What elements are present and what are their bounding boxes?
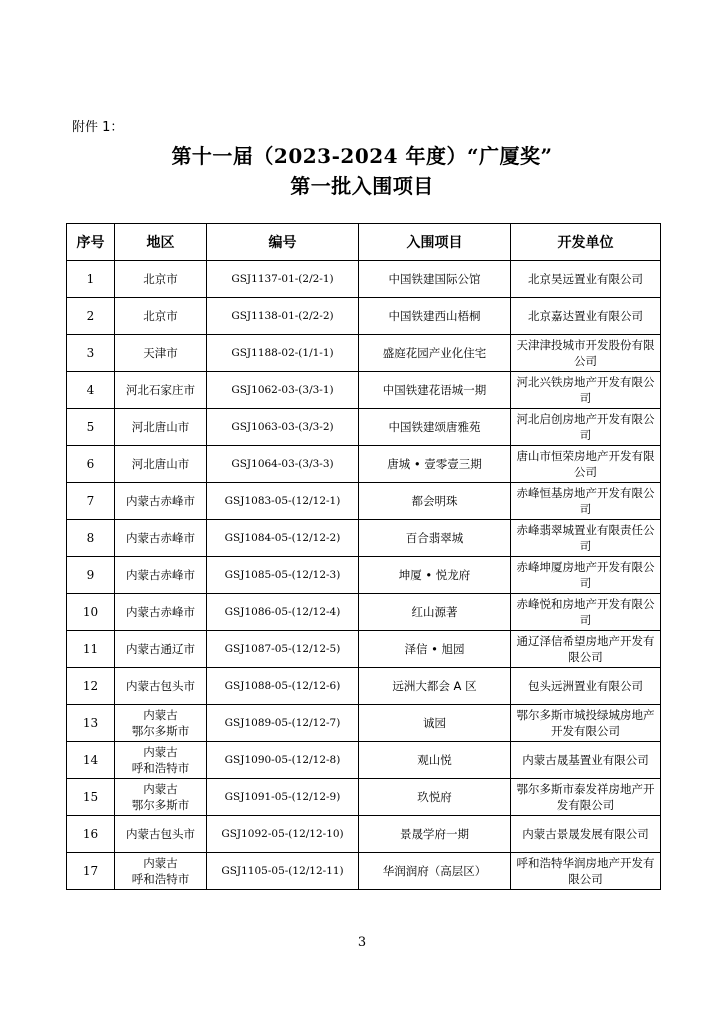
cell-index: 9: [67, 557, 115, 594]
cell-region: 北京市: [115, 261, 207, 298]
cell-developer: 内蒙古景晟发展有限公司: [511, 816, 661, 853]
cell-developer: 内蒙古晟基置业有限公司: [511, 742, 661, 779]
cell-region: 内蒙古赤峰市: [115, 594, 207, 631]
table-row: [67, 409, 661, 446]
cell-developer: 北京嘉达置业有限公司: [511, 298, 661, 335]
cell-code: GSJ1062-03-(3/3-1): [207, 372, 359, 409]
cell-code: GSJ1137-01-(2/2-1): [207, 261, 359, 298]
table-row: [67, 261, 661, 298]
cell-developer: 包头远洲置业有限公司: [511, 668, 661, 705]
table-row: [67, 742, 661, 779]
cell-developer: 鄂尔多斯市城投绿城房地产开发有限公司: [511, 705, 661, 742]
document-title: 第十一届（2023-2024 年度）“广厦奖”: [171, 144, 553, 168]
table-row: [67, 446, 661, 483]
table-row: [67, 853, 661, 890]
cell-index: 5: [67, 409, 115, 446]
cell-developer: 呼和浩特华润房地产开发有限公司: [511, 853, 661, 890]
cell-region: 内蒙古 鄂尔多斯市: [115, 779, 207, 816]
cell-code: GSJ1083-05-(12/12-1): [207, 483, 359, 520]
header-region: 地区: [115, 224, 207, 261]
cell-code: GSJ1087-05-(12/12-5): [207, 631, 359, 668]
cell-developer: 唐山市恒荣房地产开发有限公司: [511, 446, 661, 483]
cell-developer: 赤峰恒基房地产开发有限公司: [511, 483, 661, 520]
cell-index: 10: [67, 594, 115, 631]
cell-index: 13: [67, 705, 115, 742]
table-row: [67, 816, 661, 853]
cell-code: GSJ1092-05-(12/12-10): [207, 816, 359, 853]
cell-region: 内蒙古包头市: [115, 816, 207, 853]
attachment-label: 附件 1：: [72, 120, 124, 135]
cell-project: 玖悦府: [359, 779, 511, 816]
cell-project: 盛庭花园产业化住宅: [359, 335, 511, 372]
cell-index: 1: [67, 261, 115, 298]
cell-code: GSJ1088-05-(12/12-6): [207, 668, 359, 705]
cell-region: 内蒙古赤峰市: [115, 520, 207, 557]
table-row: [67, 668, 661, 705]
cell-index: 15: [67, 779, 115, 816]
cell-project: 都会明珠: [359, 483, 511, 520]
cell-index: 8: [67, 520, 115, 557]
header-index: 序号: [67, 224, 115, 261]
cell-project: 中国铁建西山梧桐: [359, 298, 511, 335]
cell-developer: 鄂尔多斯市泰发祥房地产开发有限公司: [511, 779, 661, 816]
cell-code: GSJ1084-05-(12/12-2): [207, 520, 359, 557]
cell-project: 华润润府（高层区）: [359, 853, 511, 890]
cell-index: 6: [67, 446, 115, 483]
cell-index: 4: [67, 372, 115, 409]
cell-index: 3: [67, 335, 115, 372]
cell-project: 泽信 • 旭园: [359, 631, 511, 668]
cell-project: 景晟学府一期: [359, 816, 511, 853]
cell-index: 11: [67, 631, 115, 668]
table-row: [67, 335, 661, 372]
table-row: [67, 372, 661, 409]
cell-project: 中国铁建花语城一期: [359, 372, 511, 409]
cell-index: 12: [67, 668, 115, 705]
cell-project: 中国铁建颂唐雅苑: [359, 409, 511, 446]
header-code: 编号: [207, 224, 359, 261]
cell-developer: 赤峰悦和房地产开发有限公司: [511, 594, 661, 631]
cell-project: 远洲大都会 A 区: [359, 668, 511, 705]
cell-code: GSJ1188-02-(1/1-1): [207, 335, 359, 372]
cell-index: 17: [67, 853, 115, 890]
cell-developer: 赤峰坤厦房地产开发有限公司: [511, 557, 661, 594]
cell-project: 坤厦 • 悦龙府: [359, 557, 511, 594]
cell-region: 河北石家庄市: [115, 372, 207, 409]
cell-project: 红山源著: [359, 594, 511, 631]
cell-index: 7: [67, 483, 115, 520]
table-row: [67, 705, 661, 742]
cell-developer: 北京昊远置业有限公司: [511, 261, 661, 298]
cell-region: 内蒙古通辽市: [115, 631, 207, 668]
table-row: [67, 298, 661, 335]
cell-region: 河北唐山市: [115, 446, 207, 483]
table-row: [67, 594, 661, 631]
cell-code: GSJ1086-05-(12/12-4): [207, 594, 359, 631]
header-project: 入围项目: [359, 224, 511, 261]
table-row: [67, 520, 661, 557]
cell-code: GSJ1063-03-(3/3-2): [207, 409, 359, 446]
table-body: [67, 261, 661, 890]
page-number: 3: [357, 935, 367, 950]
cell-project: 中国铁建国际公馆: [359, 261, 511, 298]
cell-code: GSJ1091-05-(12/12-9): [207, 779, 359, 816]
cell-region: 内蒙古赤峰市: [115, 483, 207, 520]
cell-region: 内蒙古赤峰市: [115, 557, 207, 594]
cell-project: 诚园: [359, 705, 511, 742]
cell-code: GSJ1064-03-(3/3-3): [207, 446, 359, 483]
cell-developer: 赤峰翡翠城置业有限责任公司: [511, 520, 661, 557]
cell-developer: 河北兴铁房地产开发有限公司: [511, 372, 661, 409]
cell-region: 内蒙古 鄂尔多斯市: [115, 705, 207, 742]
table-row: [67, 483, 661, 520]
cell-developer: 天津津投城市开发股份有限公司: [511, 335, 661, 372]
cell-index: 14: [67, 742, 115, 779]
cell-code: GSJ1138-01-(2/2-2): [207, 298, 359, 335]
cell-code: GSJ1090-05-(12/12-8): [207, 742, 359, 779]
cell-region: 天津市: [115, 335, 207, 372]
cell-region: 北京市: [115, 298, 207, 335]
cell-index: 2: [67, 298, 115, 335]
cell-project: 观山悦: [359, 742, 511, 779]
table-row: [67, 779, 661, 816]
cell-code: GSJ1089-05-(12/12-7): [207, 705, 359, 742]
cell-developer: 河北启创房地产开发有限公司: [511, 409, 661, 446]
table-header-row: [67, 224, 661, 261]
document-subtitle: 第一批入围项目: [290, 174, 434, 198]
cell-index: 16: [67, 816, 115, 853]
cell-region: 河北唐山市: [115, 409, 207, 446]
cell-region: 内蒙古包头市: [115, 668, 207, 705]
cell-code: GSJ1085-05-(12/12-3): [207, 557, 359, 594]
cell-project: 百合翡翠城: [359, 520, 511, 557]
cell-project: 唐城 • 壹零壹三期: [359, 446, 511, 483]
cell-region: 内蒙古 呼和浩特市: [115, 742, 207, 779]
table-row: [67, 557, 661, 594]
cell-developer: 通辽泽信希望房地产开发有限公司: [511, 631, 661, 668]
cell-region: 内蒙古 呼和浩特市: [115, 853, 207, 890]
table-row: [67, 631, 661, 668]
project-table: [66, 223, 661, 890]
header-developer: 开发单位: [511, 224, 661, 261]
cell-code: GSJ1105-05-(12/12-11): [207, 853, 359, 890]
